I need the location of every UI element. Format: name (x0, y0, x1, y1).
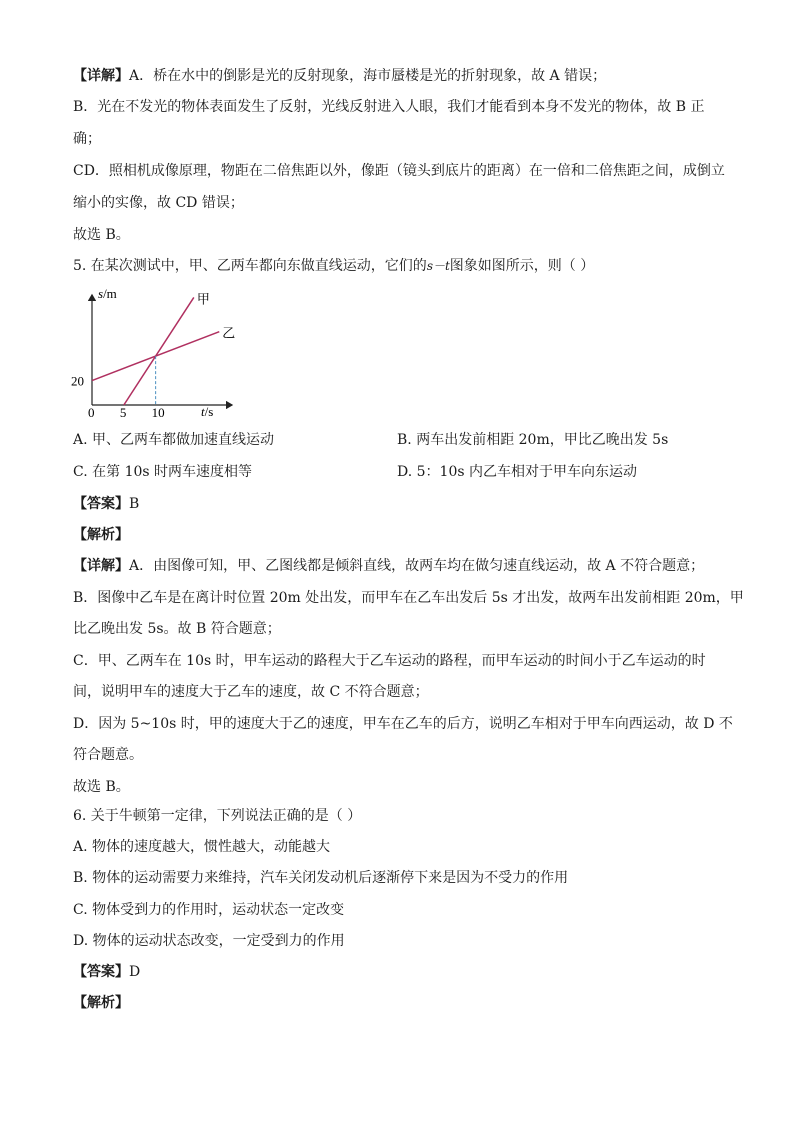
y-axis-label: s/m (98, 286, 117, 301)
q5-option-c[interactable]: C. 在第 10s 时两车速度相等 (73, 464, 253, 480)
x-tick-10: 10 (151, 405, 165, 420)
q5-detail-line-4: C．甲、乙两车在 10s 时，甲车运动的路程大于乙车运动的路程，而甲车运动的时间小于乙车运动的时 (73, 653, 706, 669)
x-axis-label: t/s (201, 404, 214, 419)
q5-detail-line-6: D．因为 5~10s 时，甲的速度大于乙的速度，甲车在乙车的后方，说明乙车相对于甲车向西运动，故 D 不 (73, 716, 733, 732)
q6-analysis-tag: 【解析】 (73, 995, 129, 1011)
q4-detail-line-1: 【详解】A．桥在水中的倒影是光的反射现象，海市蜃楼是光的折射现象，故 A 错误； (73, 68, 607, 84)
q5-st-graph (66, 285, 236, 420)
q5-option-b[interactable]: B. 两车出发前相距 20m，甲比乙晚出发 5s (397, 432, 669, 448)
q5-stem-formula: s－t (426, 259, 450, 273)
q6-stem: 6. 关于牛顿第一定律，下列说法正确的是（ ） (73, 808, 362, 824)
q4-detail-line-5: 缩小的实像，故 CD 错误； (73, 195, 244, 211)
q6-option-b[interactable]: B. 物体的运动需要力来维持，汽车关闭发动机后逐渐停下来是因为不受力的作用 (73, 870, 569, 886)
q4-detail-line-2: B．光在不发光的物体表面发生了反射，光线反射进入人眼，我们才能看到本身不发光的物体，故 B 正 (73, 99, 705, 115)
q4-conclusion: 故选 B。 (73, 227, 130, 243)
q4-detail-line-4: CD．照相机成像原理，物距在二倍焦距以外，像距（镜头到底片的距离）在一倍和二倍焦距之间，成倒立 (73, 163, 725, 179)
q5-detail-line-3: 比乙晚出发 5s。故 B 符合题意； (73, 621, 281, 637)
x-tick-0: 0 (88, 405, 95, 420)
x-tick-5: 5 (119, 405, 127, 420)
q5-stem: 5. 在某次测试中，甲、乙两车都向东做直线运动，它们的s－t图象如图所示，则（ ） (73, 258, 595, 274)
series-label-yi: 乙 (222, 325, 236, 341)
q5-detail-line-7: 符合题意。 (73, 747, 143, 763)
q6-answer: 【答案】D (73, 964, 141, 980)
q6-option-d[interactable]: D. 物体的运动状态改变，一定受到力的作用 (73, 933, 345, 949)
q5-option-d[interactable]: D. 5：10s 内乙车相对于甲车向东运动 (397, 464, 637, 480)
q5-detail-line-2: B．图像中乙车是在离计时位置 20m 处出发，而甲车在乙车出发后 5s 才出发，故两车出发前相距 20m，甲 (73, 590, 744, 606)
q6-option-a[interactable]: A. 物体的速度越大，惯性越大，动能越大 (73, 839, 331, 855)
q5-analysis-tag: 【解析】 (73, 527, 129, 543)
q4-detail-tag: 【详解】 (73, 68, 129, 84)
q5-detail-line-5: 间，说明甲车的速度大于乙车的速度，故 C 不符合题意； (73, 684, 429, 700)
q4-detail-line-3: 确； (73, 131, 101, 147)
q5-detail-line-1: 【详解】A．由图像可知，甲、乙图线都是倾斜直线，故两车均在做匀速直线运动，故 A 不符合题意； (73, 558, 705, 574)
q6-option-c[interactable]: C. 物体受到力的作用时，运动状态一定改变 (73, 902, 345, 918)
y-tick-20: 20 (71, 373, 84, 389)
q5-conclusion: 故选 B。 (73, 779, 130, 795)
q5-answer: 【答案】B (73, 496, 140, 512)
q5-option-a[interactable]: A. 甲、乙两车都做加速直线运动 (73, 432, 275, 448)
series-line-jia (124, 297, 194, 405)
series-label-jia: 甲 (196, 291, 210, 307)
